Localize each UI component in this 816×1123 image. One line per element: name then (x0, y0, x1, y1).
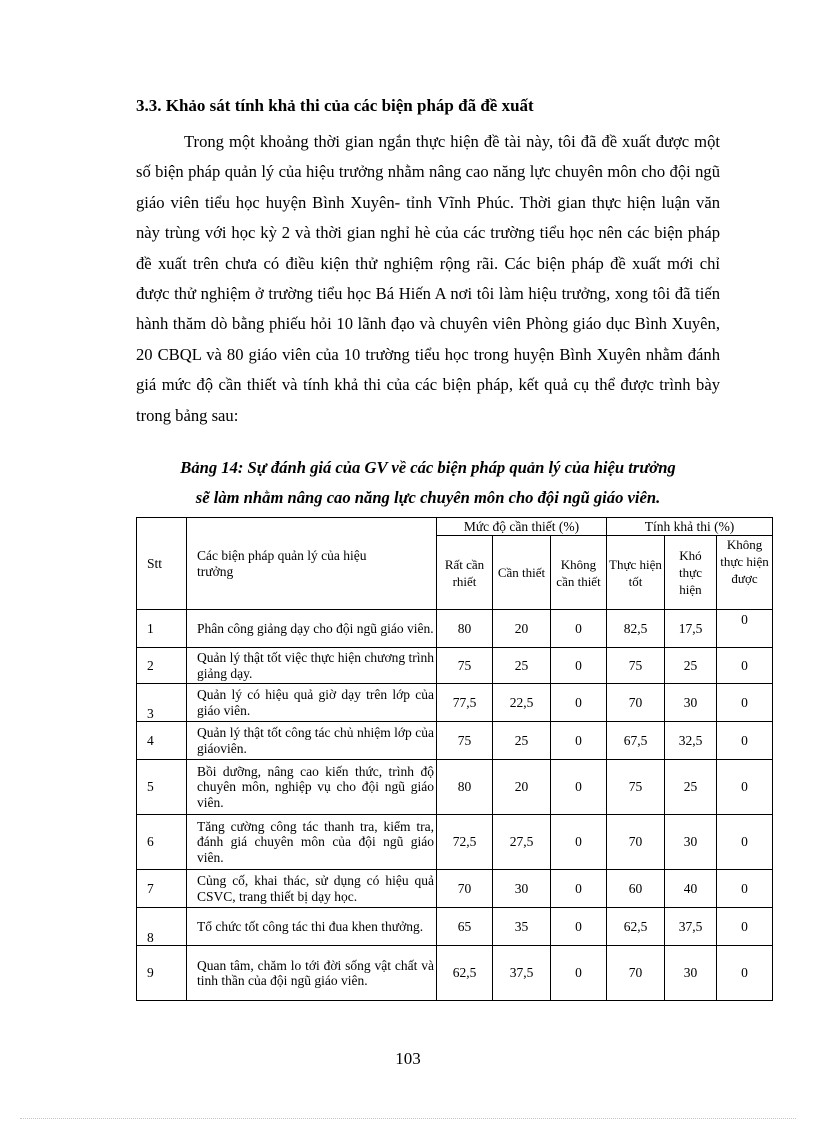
cell-stt: 7 (137, 870, 187, 908)
cell-necessary: 25 (493, 722, 551, 760)
cell-done-well: 62,5 (607, 908, 665, 946)
cell-done-well: 67,5 (607, 722, 665, 760)
header-necessary: Cần thiết (493, 536, 551, 610)
cell-not-feasible: 0 (717, 870, 773, 908)
cell-done-well: 75 (607, 648, 665, 684)
header-feasibility-group: Tính khả thi (%) (607, 518, 773, 536)
cell-measure-text: Quản lý có hiệu quả giờ dạy trên lớp của giáo viên. (197, 687, 434, 718)
cell-not-necessary: 0 (551, 684, 607, 722)
cell-hard: 25 (665, 648, 717, 684)
cell-hard: 30 (665, 946, 717, 1001)
table-row (137, 684, 773, 722)
table-row (137, 610, 773, 648)
table-row (137, 722, 773, 760)
cell-measure-text: Phân công giảng dạy cho đội ngũ giáo viên. (197, 620, 434, 636)
header-measure (187, 518, 437, 610)
section-heading: 3.3. Khảo sát tính khả thi của các biện pháp đã đề xuất (136, 96, 534, 115)
table-row (137, 870, 773, 908)
table-caption (120, 453, 736, 513)
cell-not-feasible: 0 (717, 946, 773, 1001)
page-number: 103 (395, 1049, 421, 1068)
cell-stt: 6 (137, 815, 187, 870)
cell-stt: 5 (137, 760, 187, 815)
cell-measure-text: Tổ chức tốt công tác thi đua khen thưởng. (197, 918, 424, 934)
footer-divider (20, 1118, 796, 1119)
cell-very-necessary: 75 (437, 648, 493, 684)
cell-very-necessary: 70 (437, 870, 493, 908)
cell-not-feasible: 0 (717, 908, 773, 946)
cell-measure-text: Quản lý thật tốt công tác chủ nhiệm lớp của giáoviên. (197, 725, 434, 756)
header-hard: Khó thực hiện (665, 536, 717, 610)
cell-measure (187, 815, 437, 870)
table-caption-line-1: Bảng 14: Sự đánh giá của GV về các biện pháp quản lý của hiệu trưởng (180, 458, 676, 477)
cell-not-necessary: 0 (551, 946, 607, 1001)
cell-measure (187, 648, 437, 684)
cell-done-well: 75 (607, 760, 665, 815)
cell-not-necessary: 0 (551, 648, 607, 684)
cell-necessary: 20 (493, 610, 551, 648)
cell-very-necessary: 65 (437, 908, 493, 946)
cell-stt: 4 (137, 722, 187, 760)
cell-necessary: 25 (493, 648, 551, 684)
table-row (137, 648, 773, 684)
table-row (137, 815, 773, 870)
cell-measure (187, 722, 437, 760)
cell-done-well: 70 (607, 684, 665, 722)
header-done-well: Thực hiện tốt (607, 536, 665, 610)
table-row (137, 908, 773, 946)
body-paragraph: Trong một khoảng thời gian ngắn thực hiện đề tài này, tôi đã đề xuất được một số biện pháp quản lý của hiệu trưởng nhằm nâng cao năng lực chuyên môn cho đội ngũ giáo viên tiểu học huyện Bình Xuyên- tỉnh Vĩnh Phúc. Thời gian thực hiện luận văn này trùng với học kỳ 2 và thời gian nghỉ hè của các trường tiểu học nên các biện pháp đề xuất trên chưa có điều kiện thử nghiệm rộng rãi. Các biện pháp đề xuất mới chỉ được thử nghiệm ở trường tiểu học Bá Hiến A nơi tôi làm hiệu trưởng, xong tôi đã tiến hành thăm dò bằng phiếu hỏi 10 lãnh đạo và chuyên viên Phòng giáo dục Bình Xuyên, 20 CBQL và 80 giáo viên của 10 trường tiểu học trong huyện Bình Xuyên nhằm đánh giá mức độ cần thiết và tính khả thi của các biện pháp, kết quả cụ thể được trình bày trong bảng sau: (136, 132, 720, 425)
cell-not-feasible: 0 (717, 610, 773, 648)
cell-not-feasible: 0 (717, 648, 773, 684)
cell-measure-text: Tăng cường công tác thanh tra, kiểm tra, đánh giá chuyên môn của đội ngũ giáo viên. (197, 818, 434, 865)
table-row (137, 946, 773, 1001)
cell-hard: 17,5 (665, 610, 717, 648)
table-caption-line-2: sẽ làm nhằm nâng cao năng lực chuyên môn cho đội ngũ giáo viên. (195, 488, 661, 507)
cell-stt: 2 (137, 648, 187, 684)
cell-done-well: 70 (607, 946, 665, 1001)
cell-hard: 30 (665, 684, 717, 722)
cell-measure (187, 946, 437, 1001)
survey-table (136, 517, 773, 1001)
cell-necessary: 22,5 (493, 684, 551, 722)
cell-not-necessary: 0 (551, 908, 607, 946)
cell-stt: 9 (137, 946, 187, 1001)
cell-hard: 37,5 (665, 908, 717, 946)
header-necessity-group: Mức độ cần thiết (%) (437, 518, 607, 536)
header-very-necessary: Rất cần rhiết (437, 536, 493, 610)
cell-not-feasible: 0 (717, 815, 773, 870)
cell-measure (187, 760, 437, 815)
cell-stt: 8 (137, 908, 187, 946)
cell-done-well: 82,5 (607, 610, 665, 648)
header-stt: Stt (137, 518, 187, 610)
cell-not-necessary: 0 (551, 815, 607, 870)
cell-measure-text: Quan tâm, chăm lo tới đời sống vật chất và tinh thần của đội ngũ giáo viên. (197, 957, 434, 988)
cell-hard: 32,5 (665, 722, 717, 760)
cell-measure (187, 908, 437, 946)
table-row (137, 760, 773, 815)
cell-not-necessary: 0 (551, 870, 607, 908)
cell-necessary: 37,5 (493, 946, 551, 1001)
cell-not-necessary: 0 (551, 610, 607, 648)
cell-hard: 25 (665, 760, 717, 815)
cell-very-necessary: 75 (437, 722, 493, 760)
cell-measure (187, 610, 437, 648)
cell-very-necessary: 72,5 (437, 815, 493, 870)
cell-necessary: 30 (493, 870, 551, 908)
header-not-necessary: Không cần thiết (551, 536, 607, 610)
cell-measure-text: Củng cố, khai thác, sử dụng có hiệu quả CSVC, trang thiết bị dạy học. (197, 873, 434, 904)
cell-hard: 40 (665, 870, 717, 908)
cell-very-necessary: 80 (437, 760, 493, 815)
cell-measure (187, 684, 437, 722)
cell-done-well: 60 (607, 870, 665, 908)
cell-not-necessary: 0 (551, 760, 607, 815)
header-measure-text: Các biện pháp quản lý của hiệu trưởng (197, 548, 367, 579)
cell-necessary: 20 (493, 760, 551, 815)
cell-very-necessary: 80 (437, 610, 493, 648)
cell-very-necessary: 77,5 (437, 684, 493, 722)
cell-stt: 1 (137, 610, 187, 648)
cell-measure-text: Bồi dưỡng, nâng cao kiến thức, trình độ chuyên môn, nghiệp vụ cho đội ngũ giáo viên. (197, 763, 434, 810)
cell-very-necessary: 62,5 (437, 946, 493, 1001)
cell-not-feasible: 0 (717, 684, 773, 722)
cell-necessary: 35 (493, 908, 551, 946)
cell-necessary: 27,5 (493, 815, 551, 870)
cell-not-feasible: 0 (717, 722, 773, 760)
cell-done-well: 70 (607, 815, 665, 870)
cell-measure-text: Quản lý thật tốt việc thực hiện chương trình giảng dạy. (197, 650, 434, 681)
cell-hard: 30 (665, 815, 717, 870)
cell-not-feasible: 0 (717, 760, 773, 815)
header-not-feasible: Không thực hiện được (717, 536, 773, 610)
cell-not-necessary: 0 (551, 722, 607, 760)
cell-stt: 3 (137, 684, 187, 722)
cell-measure (187, 870, 437, 908)
